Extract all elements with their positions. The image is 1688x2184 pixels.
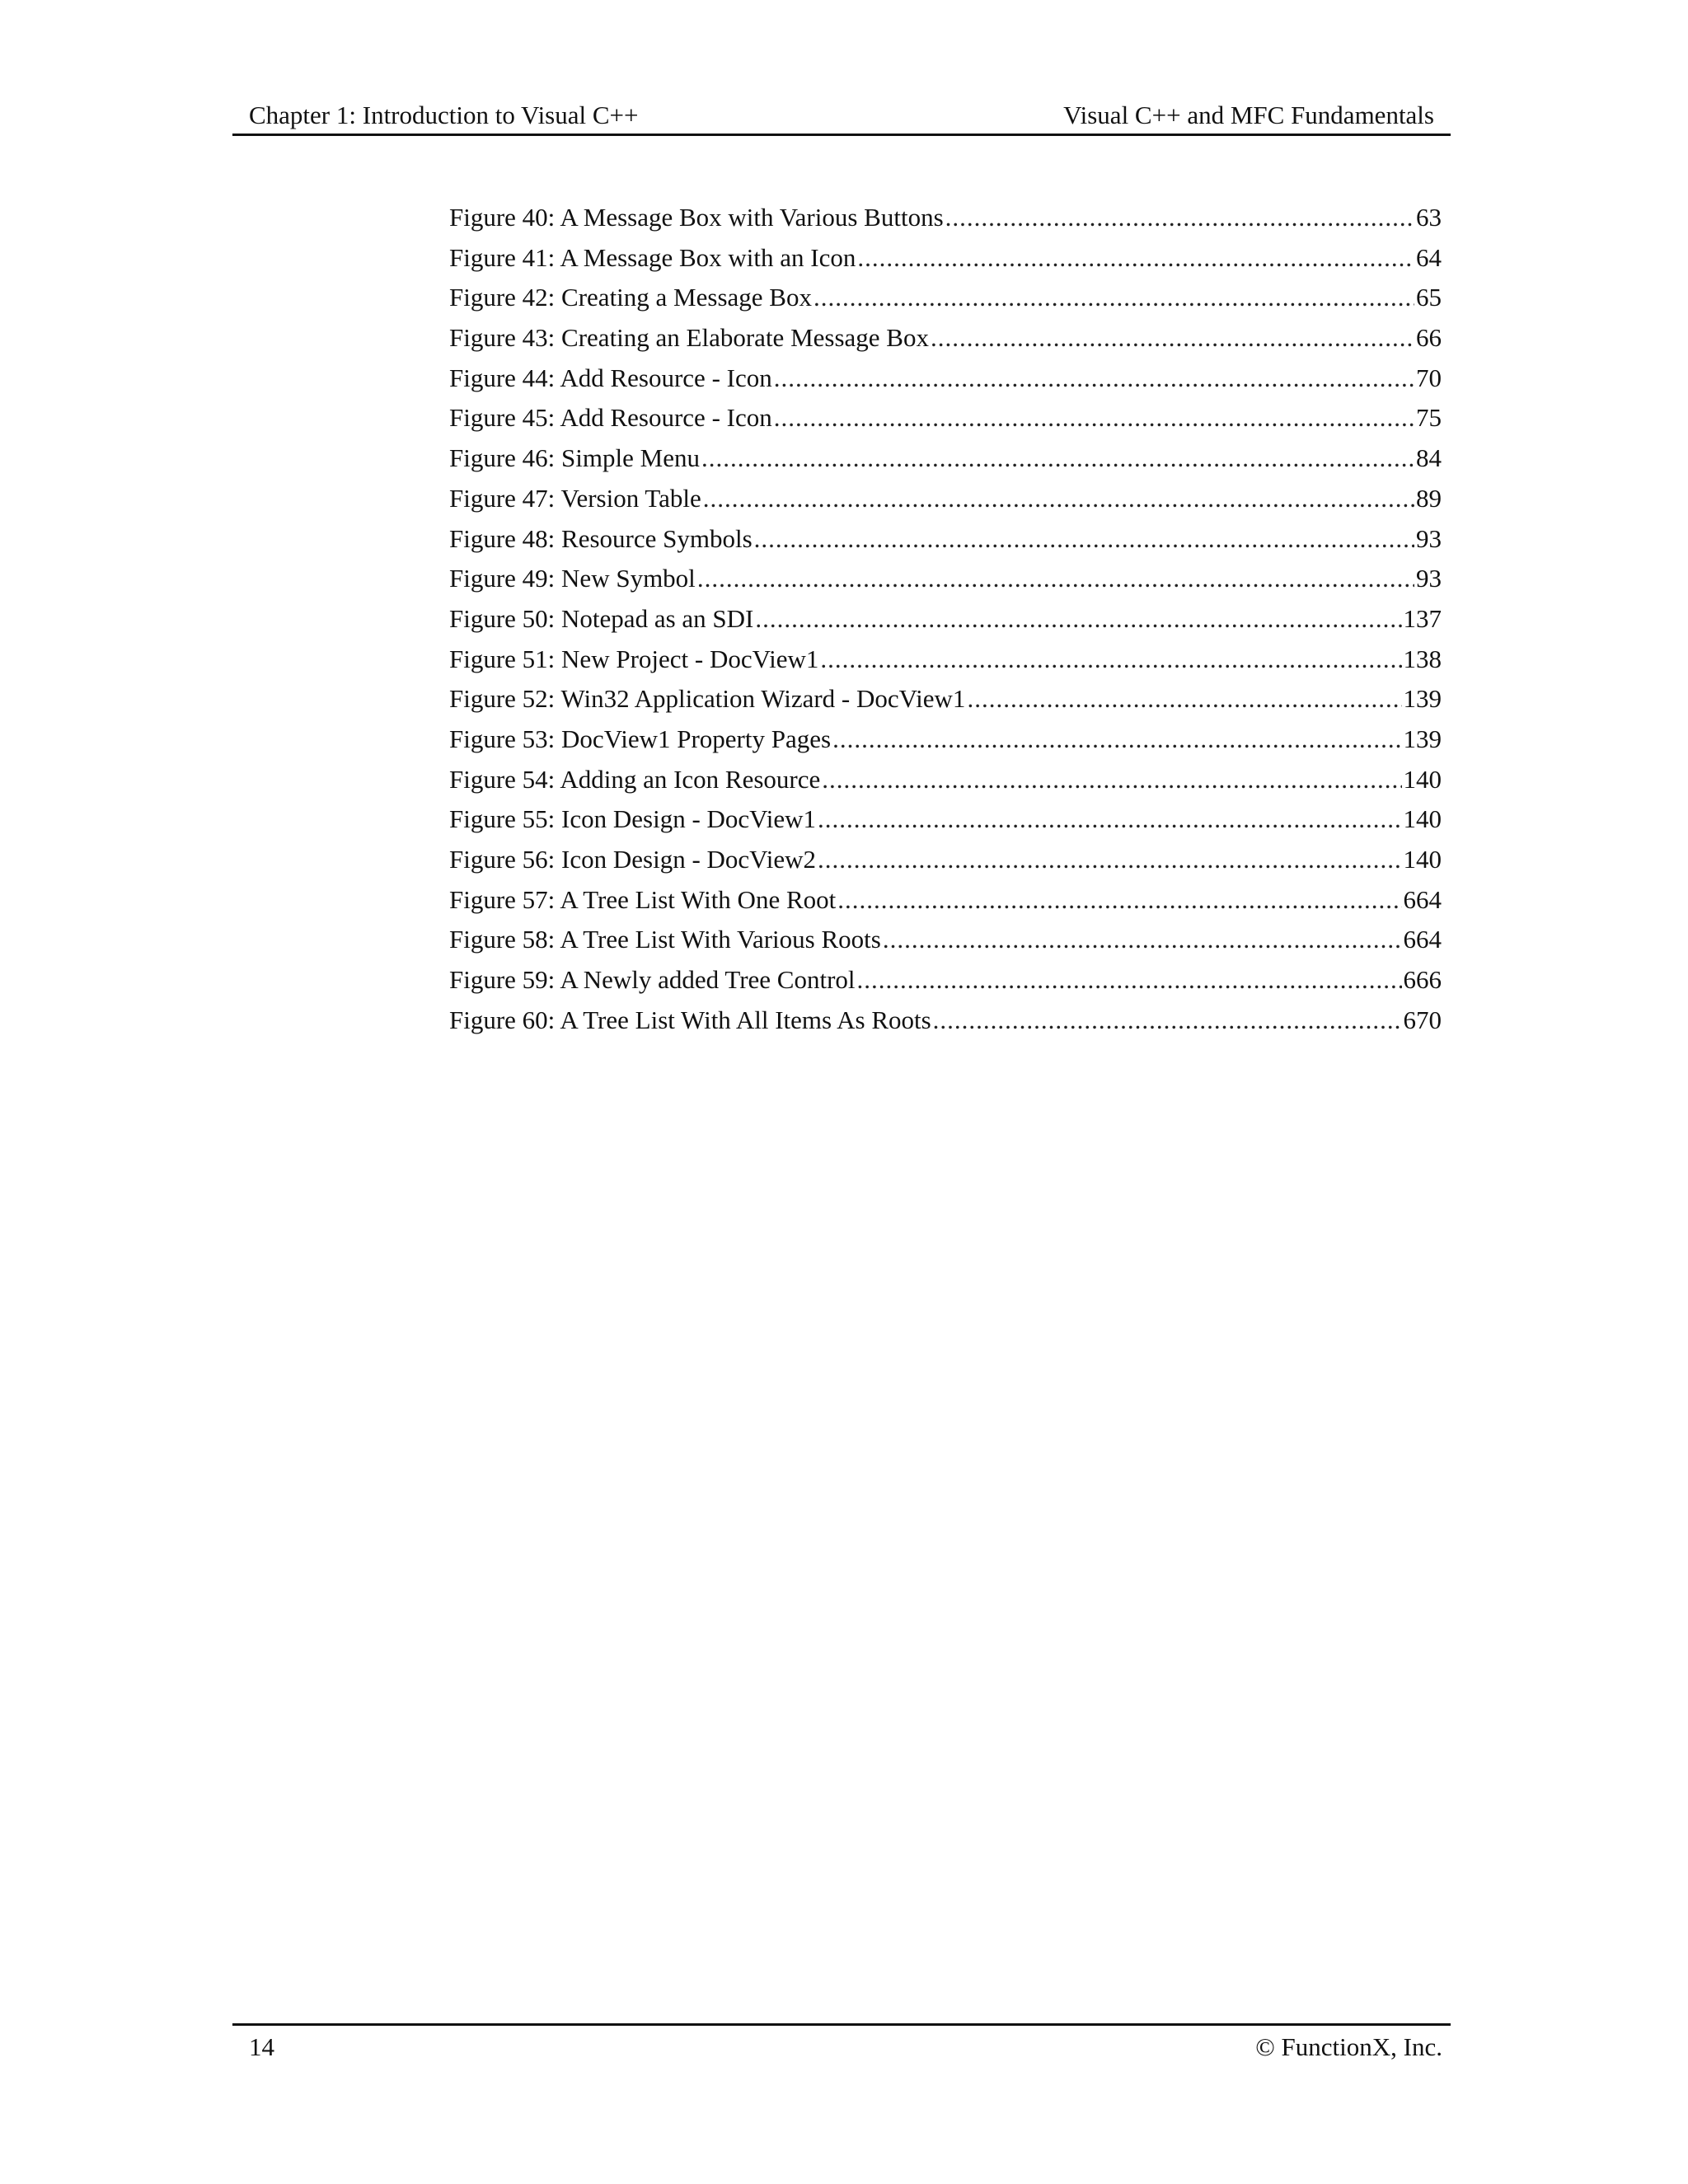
toc-entry[interactable] — [449, 760, 1442, 800]
toc-entry[interactable] — [449, 640, 1442, 680]
toc-entry[interactable] — [449, 559, 1442, 599]
toc-entry[interactable] — [449, 238, 1442, 279]
toc-entry[interactable] — [449, 278, 1442, 318]
toc-entry-page-number: 84 — [1416, 443, 1442, 473]
toc-entry[interactable] — [449, 799, 1442, 840]
toc-entry-page-number: 93 — [1416, 564, 1442, 593]
dot-leader — [774, 359, 1414, 399]
dot-leader — [755, 599, 1401, 640]
toc-entry[interactable] — [449, 479, 1442, 519]
toc-entry-title: Figure 45: Add Resource - Icon — [449, 403, 772, 433]
toc-entry-title: Figure 58: A Tree List With Various Roots — [449, 925, 881, 954]
toc-entry-title: Figure 48: Resource Symbols — [449, 523, 753, 553]
toc-entry-page-number: 666 — [1403, 965, 1442, 995]
toc-entry-title: Figure 46: Simple Menu — [449, 443, 700, 473]
dot-leader — [814, 278, 1414, 318]
toc-entry-page-number: 66 — [1416, 323, 1442, 353]
toc-entry-page-number: 140 — [1403, 845, 1442, 874]
toc-entry-page-number: 64 — [1416, 242, 1442, 272]
toc-entry-title: Figure 57: A Tree List With One Root — [449, 884, 837, 914]
toc-entry-page-number: 140 — [1403, 804, 1442, 834]
toc-entry-title: Figure 43: Creating an Elaborate Message Box — [449, 323, 929, 353]
dot-leader — [774, 398, 1414, 438]
toc-entry-title: Figure 55: Icon Design - DocView1 — [449, 804, 816, 834]
toc-entry-page-number: 63 — [1416, 203, 1442, 232]
toc-entry[interactable] — [449, 438, 1442, 479]
dot-leader — [945, 198, 1414, 238]
toc-entry-title: Figure 56: Icon Design - DocView2 — [449, 845, 816, 874]
dot-leader — [857, 960, 1402, 1001]
toc-entry[interactable] — [449, 398, 1442, 438]
toc-entry[interactable] — [449, 1001, 1442, 1041]
dot-leader — [697, 559, 1414, 599]
toc-entry-title: Figure 53: DocView1 Property Pages — [449, 724, 832, 753]
chapter-title: Chapter 1: Introduction to Visual C++ — [249, 101, 639, 129]
toc-entry-page-number: 65 — [1416, 283, 1442, 312]
toc-entry[interactable] — [449, 318, 1442, 359]
dot-leader — [933, 1001, 1402, 1041]
book-title: Visual C++ and MFC Fundamentals — [1063, 101, 1434, 129]
toc-entry[interactable] — [449, 519, 1442, 560]
dot-leader — [818, 840, 1402, 880]
toc-entry-page-number: 664 — [1403, 884, 1442, 914]
toc-entry[interactable] — [449, 719, 1442, 760]
toc-entry-page-number: 670 — [1403, 1005, 1442, 1034]
toc-entry-title: Figure 49: New Symbol — [449, 564, 696, 593]
dot-leader — [754, 519, 1414, 560]
dot-leader — [701, 438, 1414, 479]
toc-entry-page-number: 89 — [1416, 483, 1442, 513]
dot-leader — [857, 238, 1414, 279]
dot-leader — [837, 880, 1401, 921]
toc-entry-title: Figure 54: Adding an Icon Resource — [449, 764, 821, 794]
toc-entry-page-number: 140 — [1403, 764, 1442, 794]
toc-entry-page-number: 139 — [1403, 724, 1442, 753]
toc-entry-title: Figure 42: Creating a Message Box — [449, 283, 812, 312]
toc-entry[interactable] — [449, 359, 1442, 399]
toc-entry-page-number: 664 — [1403, 925, 1442, 954]
toc-entry-title: Figure 41: A Message Box with an Icon — [449, 242, 856, 272]
toc-entry-title: Figure 47: Version Table — [449, 483, 701, 513]
toc-entry-page-number: 75 — [1416, 403, 1442, 433]
toc-entry-page-number: 70 — [1416, 363, 1442, 392]
dot-leader — [931, 318, 1414, 359]
dot-leader — [822, 760, 1401, 800]
toc-entry-title: Figure 59: A Newly added Tree Control — [449, 965, 856, 995]
toc-entry-page-number: 93 — [1416, 523, 1442, 553]
copyright-notice: © FunctionX, Inc. — [1255, 2032, 1442, 2061]
dot-leader — [967, 679, 1401, 719]
toc-entry[interactable] — [449, 198, 1442, 238]
dot-leader — [703, 479, 1414, 519]
toc-entry-title: Figure 52: Win32 Application Wizard - DocView1 — [449, 684, 966, 714]
toc-entry-title: Figure 44: Add Resource - Icon — [449, 363, 772, 392]
toc-entry-page-number: 138 — [1403, 644, 1442, 673]
toc-entry[interactable] — [449, 840, 1442, 880]
toc-entry[interactable] — [449, 880, 1442, 921]
page-footer — [232, 2023, 1451, 2069]
toc-entry-title: Figure 40: A Message Box with Various Buttons — [449, 203, 944, 232]
dot-leader — [832, 719, 1401, 760]
toc-entry-title: Figure 60: A Tree List With All Items As Roots — [449, 1005, 931, 1034]
page-header — [232, 97, 1451, 136]
toc-entry-page-number: 139 — [1403, 684, 1442, 714]
toc-entry-title: Figure 50: Notepad as an SDI — [449, 603, 754, 633]
toc-entry[interactable] — [449, 679, 1442, 719]
toc-entry[interactable] — [449, 960, 1442, 1001]
page-number: 14 — [249, 2032, 274, 2061]
dot-leader — [818, 799, 1402, 840]
dot-leader — [820, 640, 1401, 680]
toc-entry-page-number: 137 — [1403, 603, 1442, 633]
toc-entry[interactable] — [449, 599, 1442, 640]
list-of-figures — [449, 198, 1442, 1040]
toc-entry-title: Figure 51: New Project - DocView1 — [449, 644, 819, 673]
toc-entry[interactable] — [449, 920, 1442, 960]
dot-leader — [883, 920, 1402, 960]
